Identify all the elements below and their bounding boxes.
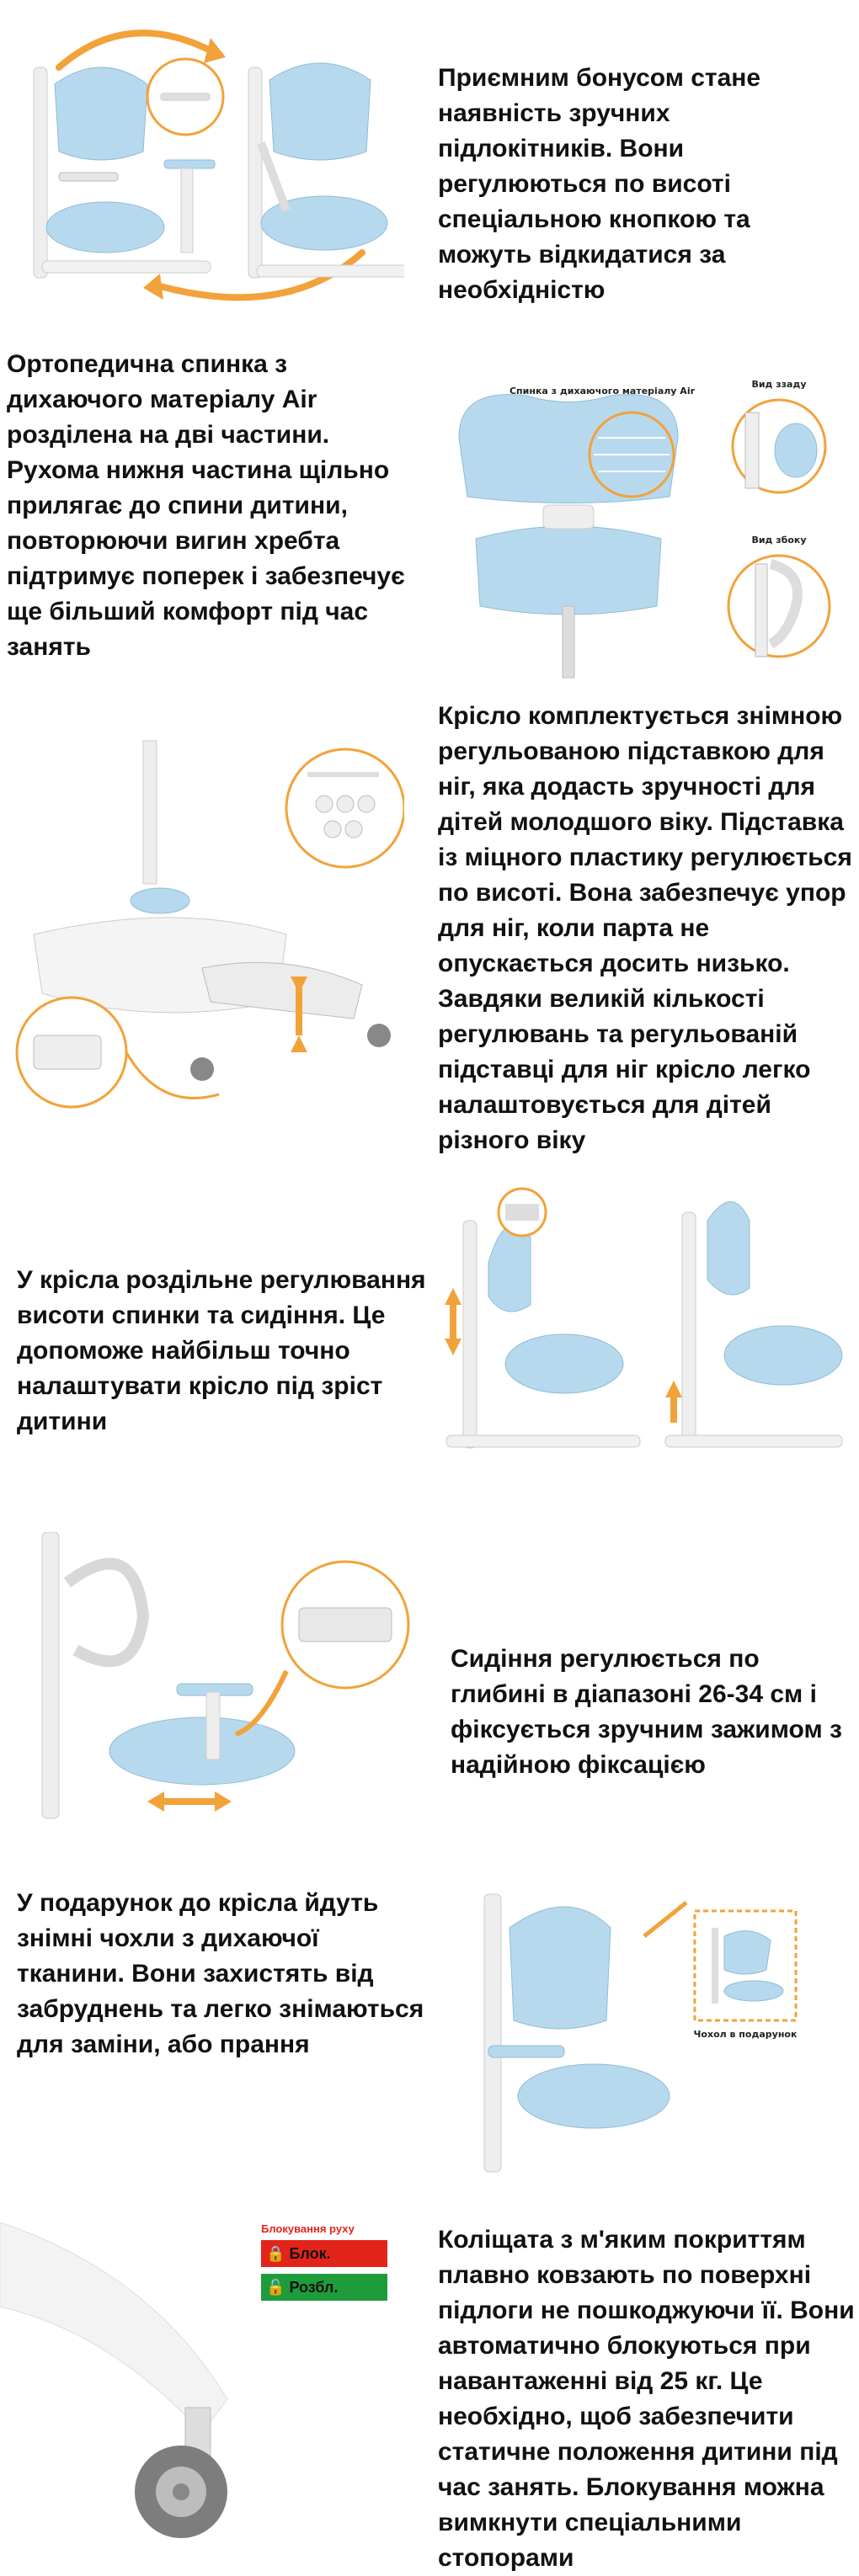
label-gift: Чохол в подарунок [693, 2029, 798, 2040]
backrest-image [442, 354, 838, 682]
section-footrest [0, 699, 859, 1179]
armrests-text: Приємним бонусом стане наявність зручних підлокітників. Вони регулюються по висоті спеціальною кнопкою та можуть відкидатися за необхідністю [438, 64, 761, 304]
height-image [430, 1187, 851, 1490]
lock-legend-title: Блокування руху [261, 2222, 355, 2235]
depth-text: Сидіння регулюється по глибині в діапазоні 26-34 см і фіксується зручним зажимом з надійною фіксацією [451, 1645, 842, 1779]
section-covers [0, 1852, 859, 2206]
wheel-image [0, 2206, 253, 2551]
section-height [0, 1179, 859, 1498]
footrest-text: Крісло комплектується знімною регульованою підставкою для ніг, яка додасть зручності для дітей молодшого віку. Підставка із міцного пластику регулюється по висоті. Вона забезпечує упор для ніг, коли парта не опускається досить низько. Завдяки великій кількості регулювань та регульованій підставці для ніг крісло легко налаштовується для дітей різного віку [438, 702, 852, 1154]
label-back-view: Вид ззаду [751, 379, 807, 390]
covers-image [467, 1877, 838, 2189]
lock-legend [261, 2222, 387, 2301]
covers-text: У подарунок до крісла йдуть знімні чохли з дихаючої тканини. Вони захистять від забруднень та легко знімаються для заміни, або прання [17, 1889, 424, 2058]
backrest-text: Ортопедична спинка з дихаючого матеріалу Air розділена на дві частини. Рухома нижня частина щільно прилягає до спини дитини, повторюючи вигин хребта підтримує поперек і забезпечує ще більший комфорт під час занять [7, 350, 405, 661]
footrest-image [8, 732, 404, 1153]
armrest-chairs-image [8, 17, 404, 311]
section-armrests [0, 0, 859, 328]
lock-off-badge [261, 2274, 387, 2301]
lock-on-label: Блок. [289, 2245, 331, 2262]
section-wheels [0, 2206, 859, 2572]
wheels-text: Коліщата з м'яким покриттям плавно ковзають по поверхні підлоги не пошкоджуючи її. Вони автоматично блокуються при навантаженні від 25 кг. Це необхідно, щоб забезпечити статичне положення дитини під час занять. Блокування можна вимкнути спеціальними стопорами [438, 2226, 855, 2572]
section-depth [0, 1498, 859, 1852]
label-material: Спинка з дихаючого матеріалу Air [509, 386, 696, 397]
lock-on-badge [261, 2240, 387, 2267]
depth-image [8, 1532, 413, 1835]
lock-off-label: Розбл. [289, 2279, 339, 2296]
lock-closed-icon: 🔒 [266, 2245, 285, 2262]
lock-open-icon: 🔓 [266, 2279, 285, 2296]
label-side-view: Вид збоку [751, 535, 807, 546]
section-backrest [0, 328, 859, 699]
height-text: У крісла роздільне регулювання висоти спинки та сидіння. Це допоможе найбільш точно налаштувати крісло під зріст дитини [17, 1266, 426, 1435]
